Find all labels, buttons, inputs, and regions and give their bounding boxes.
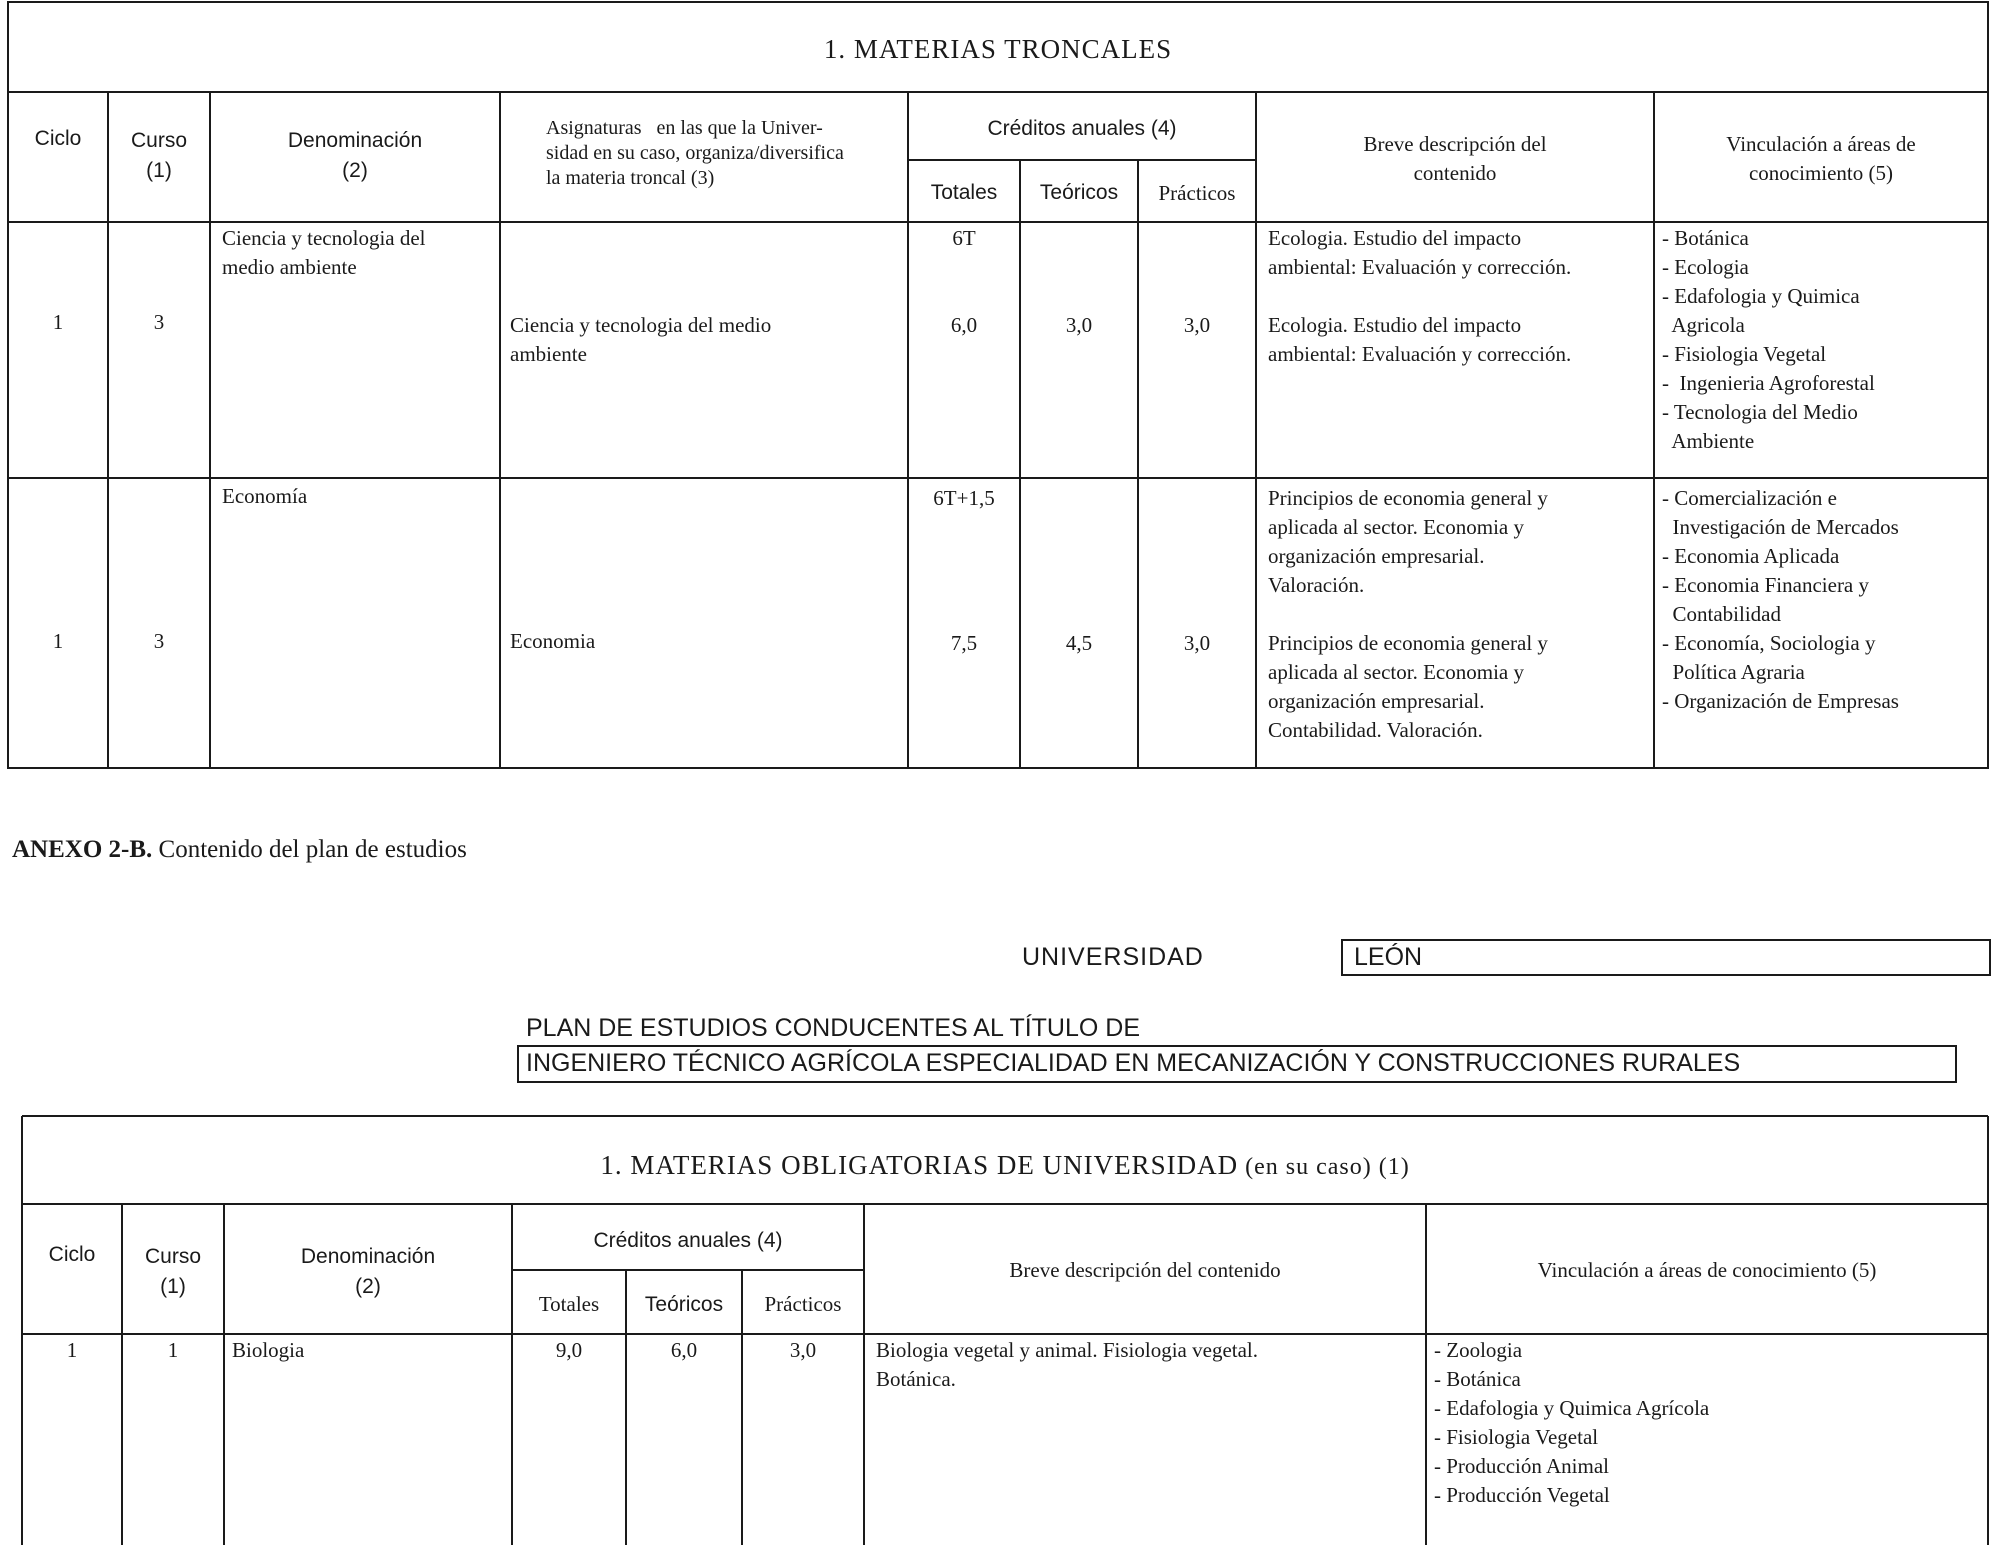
ob-row1-totales: 9,0 xyxy=(555,1338,583,1362)
obligatorias-title-main: 1. MATERIAS OBLIGATORIAS DE UNIVERSIDAD xyxy=(600,1150,1239,1180)
row2-totales: 7,5 xyxy=(950,631,978,655)
row2-curso: 3 xyxy=(153,629,165,653)
header-vinculacion: Vinculación a áreas de conocimiento (5) xyxy=(1726,132,1916,185)
ob-row1-curso: 1 xyxy=(167,1338,179,1362)
ob-header-totales: Totales xyxy=(538,1292,600,1316)
plan-label: PLAN DE ESTUDIOS CONDUCENTES AL TÍTULO DE xyxy=(526,1014,1141,1042)
plan-value: INGENIERO TÉCNICO AGRÍCOLA ESPECIALIDAD EN MECANIZACIÓN Y CONSTRUCCIONES RURALES xyxy=(526,1049,1741,1077)
universidad-value: LEÓN xyxy=(1354,943,1423,971)
header-descripcion: Breve descripción del contenido xyxy=(1363,132,1547,185)
ob-row1-teoricos: 6,0 xyxy=(670,1338,698,1362)
header-practicos: Prácticos xyxy=(1158,181,1236,205)
header-creditos: Créditos anuales (4) xyxy=(987,117,1177,140)
ob-header-denominacion: Denominación (2) xyxy=(300,1245,436,1298)
ob-header-practicos: Prácticos xyxy=(764,1292,842,1316)
ob-row1-denominacion: Biologia xyxy=(232,1338,305,1362)
row1-practicos: 3,0 xyxy=(1183,313,1211,337)
header-teoricos: Teóricos xyxy=(1039,181,1119,204)
header-totales: Totales xyxy=(930,181,998,204)
header-curso: Curso (1) xyxy=(130,129,188,182)
universidad-label: UNIVERSIDAD xyxy=(1022,943,1204,971)
annex-heading-bold: ANEXO 2-B. xyxy=(12,836,153,863)
row2-asignatura: Economia xyxy=(510,629,596,653)
obligatorias-title xyxy=(22,1150,1988,1181)
ob-row1-ciclo: 1 xyxy=(66,1338,78,1362)
annex-heading xyxy=(12,836,467,864)
row1-teoricos: 3,0 xyxy=(1065,313,1093,337)
row1-ciclo: 1 xyxy=(52,310,64,334)
row2-totales-materia: 6T+1,5 xyxy=(933,486,995,510)
ob-header-teoricos: Teóricos xyxy=(644,1293,724,1316)
row1-descripcion-asignatura: Ecologia. Estudio del impacto ambiental: Evaluación y corrección. xyxy=(1268,313,1572,366)
row1-asignatura: Ciencia y tecnologia del medio ambiente xyxy=(510,313,772,366)
ob-header-curso: Curso (1) xyxy=(144,1245,202,1298)
ob-header-vinculacion: Vinculación a áreas de conocimiento (5) xyxy=(1537,1258,1877,1282)
row1-curso: 3 xyxy=(153,310,165,334)
header-asignaturas: Asignaturas en las que la Univer- sidad en su caso, organiza/diversifica la materia troncal (3) xyxy=(546,117,844,189)
row2-descripcion-asignatura: Principios de economia general y aplicada al sector. Economia y organización empresarial. Contabilidad. Valoración. xyxy=(1268,631,1548,742)
row1-totales-materia: 6T xyxy=(952,226,976,250)
annex-heading-rest: Contenido del plan de estudios xyxy=(152,836,467,863)
obligatorias-title-small: (en su caso) (1) xyxy=(1238,1154,1410,1180)
troncales-title: 1. MATERIAS TRONCALES xyxy=(823,34,1173,64)
ob-header-ciclo: Ciclo xyxy=(48,1243,96,1266)
ob-header-descripcion: Breve descripción del contenido xyxy=(1009,1258,1281,1282)
header-denominacion: Denominación (2) xyxy=(287,129,423,182)
ob-row1-descripcion: Biologia vegetal y animal. Fisiologia vegetal. Botánica. xyxy=(876,1338,1258,1391)
ob-header-creditos: Créditos anuales (4) xyxy=(593,1229,783,1252)
row2-teoricos: 4,5 xyxy=(1065,631,1093,655)
row2-denominacion: Economía xyxy=(222,484,308,508)
row1-totales: 6,0 xyxy=(950,313,978,337)
row2-practicos: 3,0 xyxy=(1183,631,1211,655)
row2-descripcion-materia: Principios de economia general y aplicada al sector. Economia y organización empresarial. Valoración. xyxy=(1268,486,1548,597)
ob-row1-practicos: 3,0 xyxy=(789,1338,817,1362)
ob-row1-vinculacion: - Zoologia - Botánica - Edafologia y Quimica Agrícola - Fisiologia Vegetal - Producción Animal - Producción Vegetal xyxy=(1434,1338,1710,1507)
row1-denominacion: Ciencia y tecnologia del medio ambiente xyxy=(222,226,426,279)
header-ciclo: Ciclo xyxy=(34,127,82,150)
row2-ciclo: 1 xyxy=(52,629,64,653)
row1-descripcion-materia: Ecologia. Estudio del impacto ambiental: Evaluación y corrección. xyxy=(1268,226,1572,279)
row2-vinculacion: - Comercialización e Investigación de Mercados - Economia Aplicada - Economia Financiera y Contabilidad - Economía, Sociologia y Política Agraria - Organización de Empresas xyxy=(1662,486,1899,713)
row1-vinculacion: - Botánica - Ecologia - Edafologia y Quimica Agricola - Fisiologia Vegetal - Ingenieria Agroforestal - Tecnologia del Medio Ambiente xyxy=(1662,226,1875,453)
